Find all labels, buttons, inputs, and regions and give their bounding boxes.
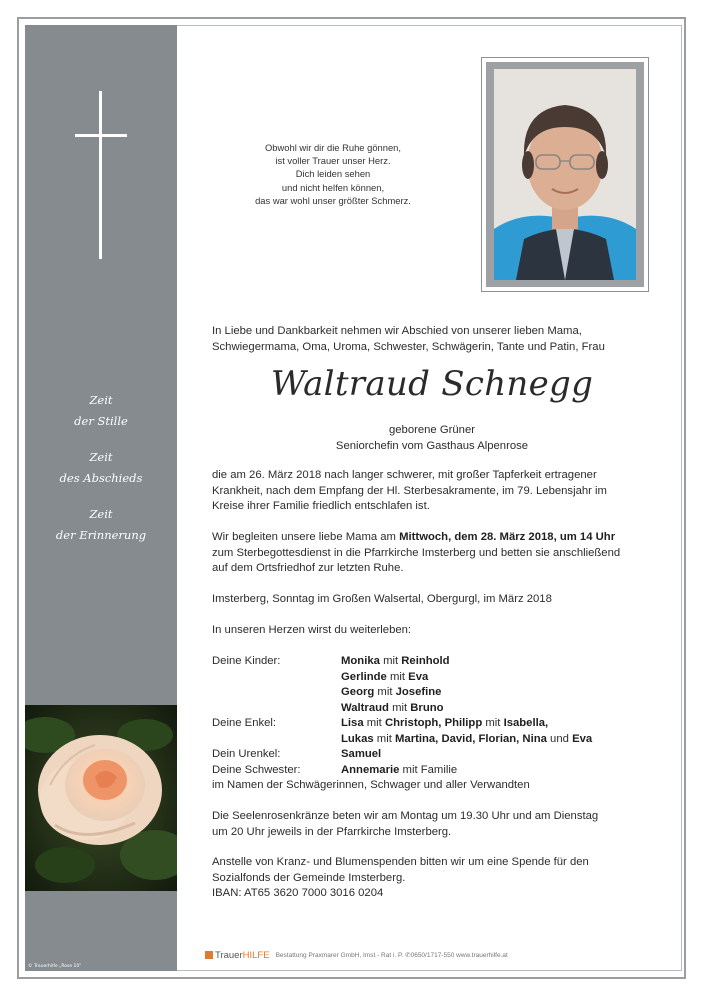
connector: mit [389, 670, 406, 683]
grandchild-name: Lisa [341, 717, 364, 729]
partner-name: Reinhold [401, 655, 450, 667]
partner-name: Eva [408, 670, 429, 683]
portrait-photo [494, 69, 636, 280]
poem-line: ist voller Trauer unser Herz. [275, 155, 391, 167]
death-text [212, 468, 607, 515]
relatives-closing: im Namen der Schwägerinnen, Schwager und aller Verwandten [212, 779, 530, 791]
copyright: © Trauerhilfe „Rose 10" [28, 964, 82, 969]
family-value [341, 685, 441, 701]
zeit-line: der Stille [74, 414, 128, 428]
deceased-role: Seniorchefin vom Gasthaus Alpenrose [335, 439, 529, 452]
logo-icon [205, 951, 213, 959]
text-line: Schwiegermama, Oma, Uroma, Schwester, Schwägerin, Tante und Patin, Frau [212, 340, 605, 353]
family-value [341, 732, 592, 748]
zeit-line: der Erinnerung [55, 528, 147, 542]
zeit-abschieds [25, 447, 177, 489]
connector: mit [363, 717, 385, 729]
connector: mit [482, 717, 504, 729]
deceased-details [212, 423, 652, 454]
text-line: Die Seelenrosenkränze beten wir am Montag um 19.30 Uhr und am Dienstag [212, 810, 599, 822]
zeit-line: Zeit [89, 450, 113, 464]
connector: mit [377, 686, 393, 698]
child-name: Monika [341, 655, 380, 667]
logo-text-accent: HILFE [242, 950, 270, 961]
family-label: Deine Kinder: [212, 655, 281, 667]
grandchild-name: Isabella, [503, 717, 549, 729]
poem-line: Obwohl wir dir die Ruhe gönnen, [264, 142, 401, 153]
family-value [341, 670, 428, 686]
footer [205, 950, 508, 961]
deceased-name: Waltraud Schnegg [270, 364, 594, 404]
sister-name: Annemarie [341, 763, 400, 776]
child-name: Gerlinde [341, 670, 387, 683]
connector: mit [392, 701, 408, 714]
rose-image [25, 705, 177, 891]
text-line: auf dem Ortsfriedhof zur letzten Ruhe. [212, 562, 404, 574]
family-value [341, 747, 381, 763]
family-label: Deine Enkel: [212, 717, 277, 729]
rosary-text [212, 809, 598, 840]
trauerhilfe-logo [205, 950, 270, 961]
text-line: die am 26. März 2018 nach langer schwerer, mit großer Tapferkeit ertragener [212, 469, 597, 481]
hearts-text: In unseren Herzen wirst du weiterleben: [212, 624, 412, 636]
great-grandchild-name: Samuel [341, 748, 382, 760]
cross-icon-bar [75, 134, 127, 137]
funeral-date: Mittwoch, dem 28. März 2018, um 14 Uhr [399, 531, 616, 543]
text-line: Anstelle von Kranz- und Blumenspenden bitten wir um eine Spende für den [212, 856, 589, 868]
text-line: In Liebe und Dankbarkeit nehmen wir Abschied von unserer lieben Mama, [212, 325, 582, 337]
zeit-line: Zeit [89, 507, 113, 521]
text-line [212, 530, 620, 546]
poem [228, 141, 438, 207]
grandchild-name: Lukas [341, 732, 374, 745]
logo-text: Trauer [215, 950, 243, 961]
partner-name: Josefine [395, 686, 442, 698]
family-value [341, 701, 444, 717]
connector: mit [373, 732, 395, 745]
family-label: Dein Urenkel: [212, 748, 281, 760]
child-name: Waltraud [341, 701, 389, 714]
grandchild-name: Christoph, Philipp [384, 717, 483, 729]
zeit-line: des Abschieds [59, 471, 143, 485]
poem-line: das war wohl unser größter Schmerz. [255, 194, 411, 206]
connector: mit [383, 655, 399, 667]
family-value [341, 716, 548, 732]
partner-name: Bruno [410, 701, 444, 714]
intro-text [212, 324, 605, 355]
zeit-erinnerung [25, 504, 177, 546]
footer-text: Bestattung Praxmarer GmbH, Imst - Rat i. P. ✆0650/1717-550 www.trauerhilfe.at [275, 952, 508, 960]
poem-line: Dich leiden sehen [295, 168, 371, 180]
funeral-text [212, 530, 620, 577]
birth-name: geborene Grüner [388, 424, 476, 436]
grandchild-name: Eva [572, 732, 593, 745]
text-line: Krankheit, nach dem Empfang der Hl. Sterbesakramente, im 79. Lebensjahr im [212, 484, 607, 497]
child-name: Georg [341, 686, 375, 698]
family-value [341, 763, 457, 779]
text-line: zum Sterbegottesdienst in die Pfarrkirche Imsterberg und betten sie anschließend [212, 546, 621, 559]
connector: mit Familie [399, 763, 458, 776]
iban: IBAN: AT65 3620 7000 3016 0204 [212, 887, 384, 899]
text-line: Sozialfonds der Gemeinde Imsterberg. [212, 871, 406, 884]
funeral-prefix: Wir begleiten unsere liebe Mama am [212, 531, 400, 543]
donation-text [212, 855, 589, 902]
grandchild-name: Martina, David, Florian, Nina [395, 732, 547, 745]
cross-icon [99, 91, 102, 259]
zeit-line: Zeit [89, 393, 113, 407]
poem-line: und nicht helfen können, [281, 181, 385, 193]
text-line: um 20 Uhr jeweils in der Pfarrkirche Imsterberg. [212, 825, 452, 838]
family-label: Deine Schwester: [212, 763, 301, 776]
zeit-stille [25, 390, 177, 432]
family-value [341, 654, 450, 670]
text-line: Kreise ihrer Familie friedlich entschlafen ist. [212, 500, 430, 512]
place-date: Imsterberg, Sonntag im Großen Walsertal, Obergurgl, im März 2018 [212, 593, 552, 605]
connector: und [546, 732, 573, 745]
